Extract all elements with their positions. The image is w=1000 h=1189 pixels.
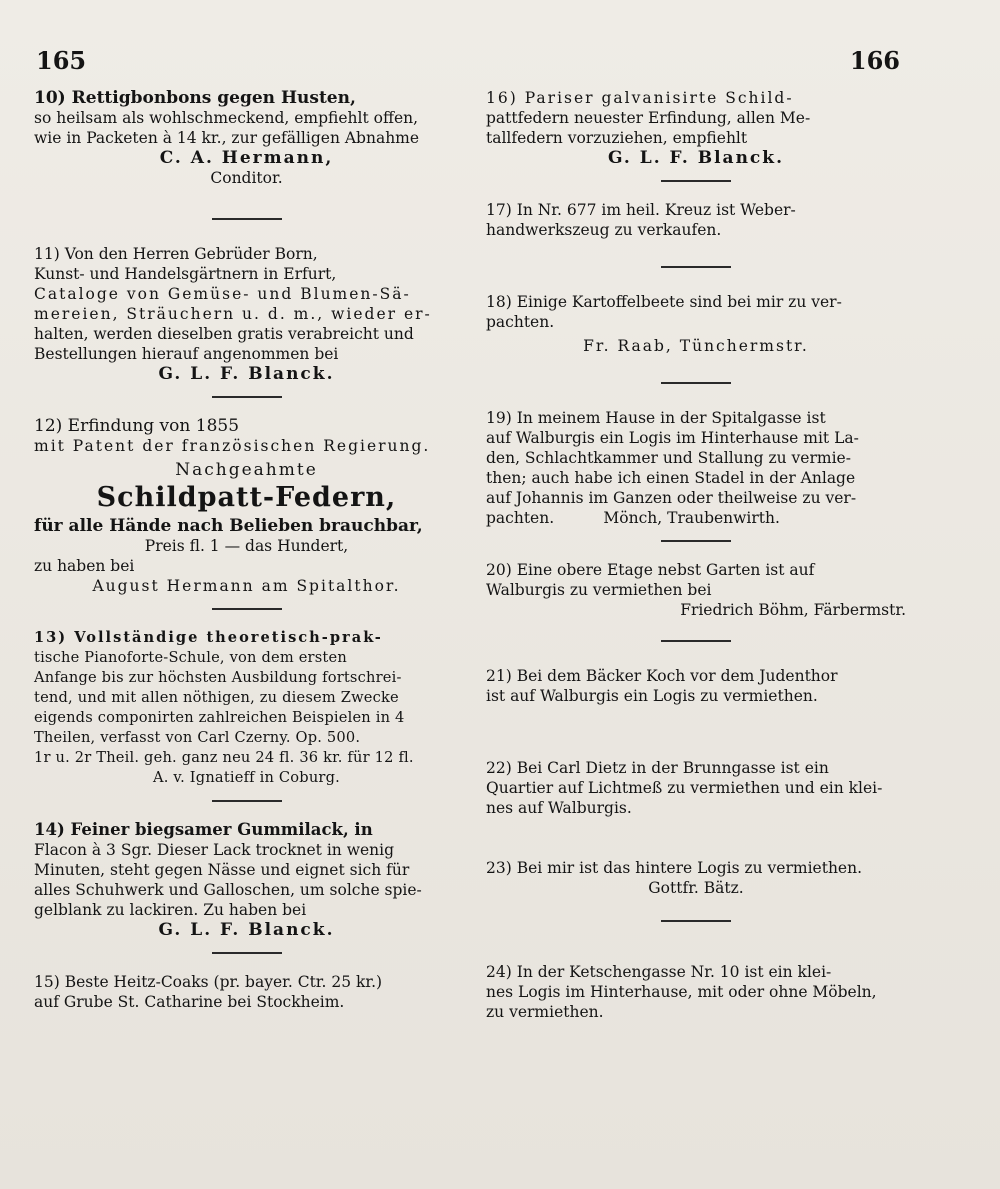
ad-21	[486, 666, 906, 706]
ad-11-line: halten, werden dieselben gratis verabreicht und	[34, 325, 414, 343]
divider	[661, 382, 731, 384]
ad-11-line: 11) Von den Herren Gebrüder Born,	[34, 245, 318, 263]
ad-11-line: Kunst- und Handelsgärtnern in Erfurt,	[34, 265, 337, 283]
divider	[661, 180, 731, 182]
divider	[212, 952, 282, 954]
divider	[661, 640, 731, 642]
ad-10-role: Conditor.	[210, 169, 283, 187]
ad-24-line: zu vermiethen.	[486, 1003, 604, 1021]
ad-11-line: Bestellungen hierauf angenommen bei	[34, 345, 339, 363]
ad-19-line: auf Johannis im Ganzen oder theilweise zu ver-	[486, 489, 857, 507]
ad-18-line: pachten.	[486, 313, 555, 331]
ad-12	[34, 416, 459, 596]
ad-13-signature: A. v. Ignatieff in Coburg.	[153, 769, 340, 786]
ad-12-line: Preis fl. 1 — das Hundert,	[144, 537, 349, 555]
ad-15-line: 15) Beste Heitz-Coaks (pr. bayer. Ctr. 25 kr.)	[34, 973, 383, 991]
ad-14-line: 14) Feiner biegsamer Gummilack, in	[34, 820, 373, 839]
ad-14-signature: G. L. F. Blanck.	[158, 920, 335, 940]
ad-13-line: eigends componirten zahlreichen Beispielen in 4	[34, 709, 405, 726]
ad-12-line: August Hermann am Spitalthor.	[92, 577, 401, 595]
ad-22-line: 22) Bei Carl Dietz in der Brunngasse ist ein	[486, 759, 829, 777]
ad-10-signature: C. A. Hermann,	[159, 148, 334, 168]
ad-16	[486, 88, 906, 168]
ad-11	[34, 244, 459, 384]
ad-17	[486, 200, 906, 240]
ad-11-signature: G. L. F. Blanck.	[158, 364, 335, 384]
ad-11-line: mereien, Sträuchern u. d. m., wieder er-	[34, 305, 432, 323]
ad-15-line: auf Grube St. Catharine bei Stockheim.	[34, 993, 345, 1011]
divider	[212, 608, 282, 610]
ad-24-line: nes Logis im Hinterhause, mit oder ohne Möbeln,	[486, 983, 877, 1001]
ad-19-line: den, Schlachtkammer und Stallung zu vermie-	[486, 449, 851, 467]
ad-16-signature: G. L. F. Blanck.	[608, 148, 784, 168]
divider	[661, 266, 731, 268]
ad-14	[34, 820, 459, 940]
ad-12-line: zu haben bei	[34, 557, 135, 575]
ad-16-line: pattfedern neuester Erfindung, allen Me-	[486, 109, 811, 127]
spacer	[486, 706, 906, 758]
ad-10	[34, 88, 459, 188]
ad-13-line: 13) Vollständige theoretisch-prak-	[34, 629, 383, 646]
ad-13-line: 1r u. 2r Theil. geh. ganz neu 24 fl. 36 kr. für 12 fl.	[34, 749, 414, 766]
ad-18	[486, 292, 906, 356]
ad-19-line: 19) In meinem Hause in der Spitalgasse ist	[486, 409, 826, 427]
ad-24-line: 24) In der Ketschengasse Nr. 10 ist ein klei-	[486, 963, 832, 981]
right-column	[486, 88, 906, 1022]
ad-14-line: gelblank zu lackiren. Zu haben bei	[34, 901, 307, 919]
ad-19	[486, 408, 906, 528]
divider	[212, 800, 282, 802]
ad-14-line: Minuten, steht gegen Nässe und eignet sich für	[34, 861, 410, 879]
ad-19-line: pachten. Mönch, Traubenwirth.	[486, 509, 780, 527]
ad-16-line: 16) Pariser galvanisirte Schild-	[486, 89, 794, 107]
ad-13	[34, 628, 459, 788]
ad-10-heading: 10) Rettigbonbons gegen Husten,	[34, 88, 356, 108]
ad-12-line: 12) Erfindung von 1855	[34, 416, 240, 436]
divider	[661, 920, 731, 922]
ad-19-line: then; auch habe ich einen Stadel in der Anlage	[486, 469, 856, 487]
page-number-left: 165	[36, 46, 87, 75]
ad-20-signature: Friedrich Böhm, Färbermstr.	[680, 601, 906, 619]
divider	[212, 396, 282, 398]
ad-22-line: Quartier auf Lichtmeß zu vermiethen und ein klei-	[486, 779, 883, 797]
ad-17-line: handwerkszeug zu verkaufen.	[486, 221, 722, 239]
ad-13-line: Theilen, verfasst von Carl Czerny. Op. 500.	[34, 729, 361, 746]
divider	[212, 218, 282, 220]
ad-18-signature: Fr. Raab, Tünchermstr.	[583, 337, 809, 355]
divider	[661, 540, 731, 542]
ad-12-line: mit Patent der französischen Regierung.	[34, 437, 431, 455]
ad-20-line: 20) Eine obere Etage nebst Garten ist auf	[486, 561, 815, 579]
ad-17-line: 17) In Nr. 677 im heil. Kreuz ist Weber-	[486, 201, 796, 219]
ad-16-line: tallfedern vorzuziehen, empfiehlt	[486, 129, 748, 147]
ad-20-line: Walburgis zu vermiethen bei	[486, 581, 712, 599]
ad-10-line: wie in Packeten à 14 kr., zur gefälligen Abnahme	[34, 129, 420, 147]
ad-11-line: Cataloge von Gemüse- und Blumen-Sä-	[34, 285, 411, 303]
ad-12-title: Schildpatt-Federn,	[96, 482, 397, 513]
ad-15	[34, 972, 459, 1012]
ad-18-line: 18) Einige Kartoffelbeete sind bei mir zu ver-	[486, 293, 842, 311]
ad-22	[486, 758, 906, 818]
ad-14-line: alles Schuhwerk und Galloschen, um solche spie-	[34, 881, 422, 899]
ad-22-line: nes auf Walburgis.	[486, 799, 632, 817]
ad-13-line: tend, und mit allen nöthigen, zu diesem Zwecke	[34, 689, 399, 706]
ad-20	[486, 560, 906, 620]
ad-12-line: Nachgeahmte	[175, 460, 318, 480]
ad-23	[486, 858, 906, 898]
ad-13-line: tische Pianoforte-Schule, von dem ersten	[34, 649, 347, 666]
ad-10-line: so heilsam als wohlschmeckend, empfiehlt offen,	[34, 109, 419, 127]
page-number-right: 166	[849, 46, 900, 75]
ad-23-line: 23) Bei mir ist das hintere Logis zu vermiethen.	[486, 859, 863, 877]
ad-13-line: Anfange bis zur höchsten Ausbildung fortschrei-	[34, 669, 402, 686]
ad-21-line: 21) Bei dem Bäcker Koch vor dem Judenthor	[486, 667, 838, 685]
ad-23-signature: Gottfr. Bätz.	[648, 879, 744, 897]
spacer	[486, 818, 906, 858]
ad-24	[486, 962, 906, 1022]
ad-21-line: ist auf Walburgis ein Logis zu vermiethen.	[486, 687, 818, 705]
ad-14-line: Flacon à 3 Sgr. Dieser Lack trocknet in wenig	[34, 841, 395, 859]
ad-19-line: auf Walburgis ein Logis im Hinterhause mit La-	[486, 429, 859, 447]
ad-12-line: für alle Hände nach Belieben brauchbar,	[34, 516, 423, 536]
left-column	[34, 88, 459, 1012]
